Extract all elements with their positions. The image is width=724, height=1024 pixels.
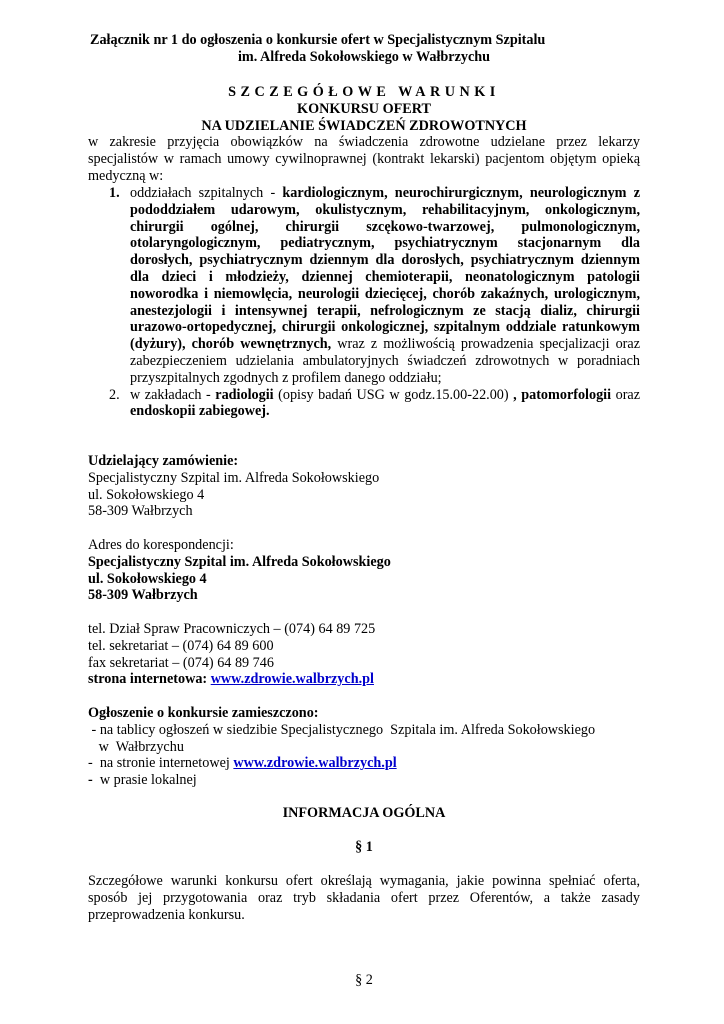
radiology: radiologii xyxy=(215,386,274,403)
tel-hr: tel. Dział Spraw Pracowniczych – (074) 64 89 725 xyxy=(88,621,376,637)
section-1-heading: § 1 xyxy=(355,839,373,855)
document-subtitle: KONKURSU OFERT xyxy=(297,101,431,117)
attachment-header-line1: Załącznik nr 1 do ogłoszenia o konkursie ofert w Specjalistycznym Szpitalu xyxy=(90,32,546,48)
document-subtitle-2: NA UDZIELANIE ŚWIADCZEŃ ZDROWOTNYCH xyxy=(201,118,527,134)
section-2-heading: § 2 xyxy=(355,972,373,988)
announcement-heading: Ogłoszenie o konkursie zamieszczono: xyxy=(88,705,319,721)
pathomorphology: , patomorfologii xyxy=(513,386,612,403)
list-item-lead: w zakładach - xyxy=(130,386,216,403)
list-item-mid: (opisy badań USG w godz.15.00-22.00) xyxy=(273,386,514,403)
contact-info xyxy=(88,621,640,688)
correspondence-name: Specjalistyczny Szpital im. Alfreda Sokołowskiego xyxy=(88,553,391,570)
ordering-party-street: ul. Sokołowskiego 4 xyxy=(88,486,205,503)
list-item-lead: oddziałach szpitalnych - xyxy=(130,185,283,201)
fax-secretariat: fax sekretariat – (074) 64 89 746 xyxy=(88,654,274,671)
list-item-number: 2. xyxy=(109,386,120,403)
correspondence-address xyxy=(88,537,640,604)
correspondence-street: ul. Sokołowskiego 4 xyxy=(88,570,207,587)
general-info-heading: INFORMACJA OGÓLNA xyxy=(282,805,446,821)
section-1-paragraph: Szczegółowe warunki konkursu ofert określają wymagania, jakie powinna spełniać oferta, sposób jej przygotowania oraz tryb składania ofert przez Oferentów, a także zasady przeprowadzenia konkursu. xyxy=(88,873,640,923)
list-item-number: 1. xyxy=(109,185,120,201)
services-list xyxy=(88,185,640,420)
announcement-website-text: - na stronie internetowej xyxy=(88,755,234,772)
announcement-website-link[interactable]: www.zdrowie.walbrzych.pl xyxy=(233,755,397,772)
ordering-party xyxy=(88,453,640,520)
tel-secretariat: tel. sekretariat – (074) 64 89 600 xyxy=(88,637,274,654)
announcement-places xyxy=(88,705,640,789)
announcement-press: w prasie lokalnej xyxy=(92,772,197,789)
endoscopy: endoskopii zabiegowej. xyxy=(130,403,270,420)
ordering-party-city: 58-309 Wałbrzych xyxy=(88,503,193,520)
list-item xyxy=(88,387,640,421)
list-item-tail: wraz z możliwością prowadzenia specjalizacji oraz zabezpieczeniem udzielania ambulatoryjnych świadczeń zdrowotnych w poradniach przyszpitalnych zgodnych z profilem danego oddziału; xyxy=(130,336,641,386)
announcement-dash: - xyxy=(88,772,93,789)
website-link[interactable]: www.zdrowie.walbrzych.pl xyxy=(210,671,374,688)
ordering-party-heading: Udzielający zamówienie: xyxy=(88,453,239,469)
correspondence-city: 58-309 Wałbrzych xyxy=(88,587,198,604)
announcement-noticeboard-city: w Wałbrzychu xyxy=(88,738,184,755)
list-item-mid2: oraz xyxy=(611,386,641,403)
correspondence-label: Adres do korespondencji: xyxy=(88,537,234,553)
list-item xyxy=(88,185,640,387)
wards-list: kardiologicznym, neurochirurgicznym, neurologicznym z pododdziałem udarowym, okulistycznym, rehabilitacyjnym, onkologicznym, chirurgii ogólnej, chirurgii szcękowo-twarzowej, pulmonologicznym, otolaryngologicznym, pediatrycznym, psychiatrycznym stacjonarnym dla dorosłych, psychiatrycznym dziennym dla dorosłych, psychiatrycznym dziennym dla dzieci i młodzieży, dziennej chemioterapii, neonatologicznym patologii noworodka i niemowlęcia, neurologii dziecięcej, chorób zakaźnych, urologicznym, anestezjologii i intensywnej terapii, nefrologicznym ze stacją dializ, chirurgii urazowo-ortopedycznej, chirurgii onkologicznej, szpitalnym oddziale ratunkowym (dyżury), chorób wewnętrznych, xyxy=(130,185,640,353)
website-label: strona internetowa: xyxy=(88,671,211,688)
attachment-header-line2: im. Alfreda Sokołowskiego w Wałbrzychu xyxy=(237,49,491,65)
document-title: SZCZEGÓŁOWE WARUNKI xyxy=(228,84,500,100)
ordering-party-name: Specjalistyczny Szpital im. Alfreda Sokołowskiego xyxy=(88,469,380,486)
intro-paragraph: w zakresie przyjęcia obowiązków na świadczenia zdrowotne udzielane przez lekarzy specjalistów w ramach umowy cywilnoprawnej (kontrakt lekarski) pacjentom objętym opieką medyczną w: xyxy=(88,134,640,184)
announcement-noticeboard: - na tablicy ogłoszeń w siedzibie Specjalistycznego Szpitala im. Alfreda Sokołowskiego xyxy=(88,721,596,738)
